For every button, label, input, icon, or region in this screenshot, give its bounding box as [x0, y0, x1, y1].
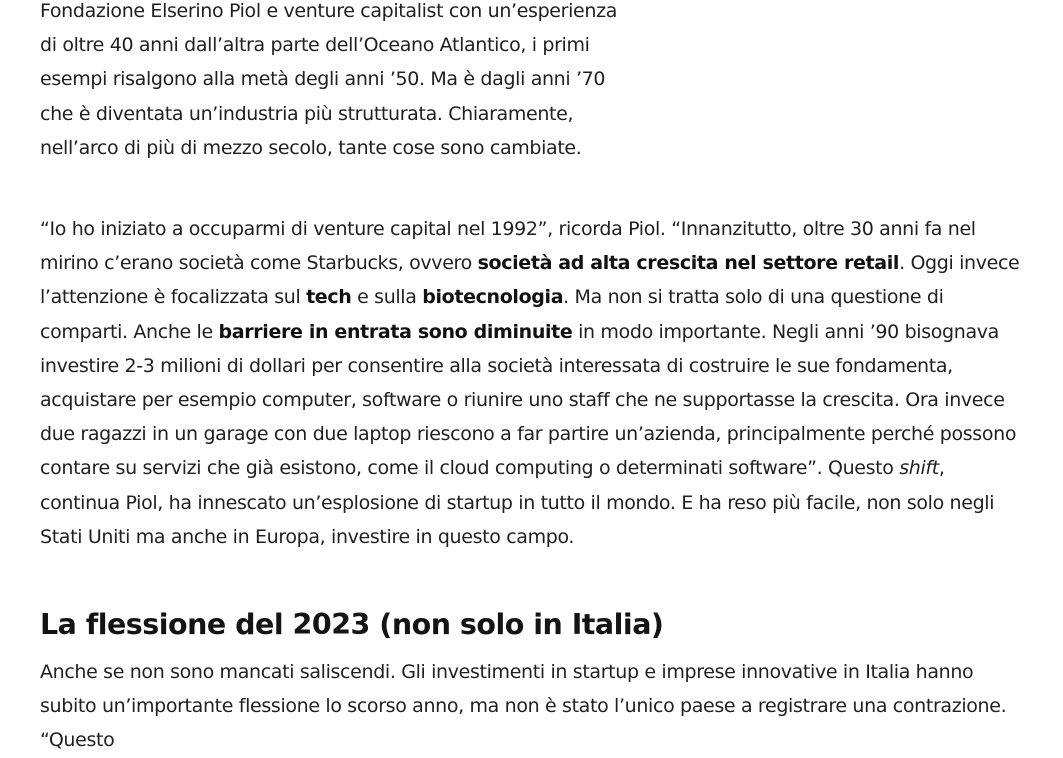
- paragraph-text: Fondazione Elserino Piol e venture capitalist con un’esperienza di oltre 40 anni dall’altra parte dell’Oceano Atlantico, i primi esempi risalgono alla metà degli anni ’50. Ma è dagli anni ’70 che è diventata un’industria più strutturata. Chiaramente, nell’arco di più di mezzo secolo, tante cose sono cambiate.: [40, 0, 617, 159]
- article-paragraph: [40, 655, 1025, 758]
- paragraph-text: . Ma non si tratta solo di una questione di comparti. Anche le: [40, 286, 944, 343]
- paragraph-text: . Oggi invece l’attenzione è focalizzata sul: [40, 252, 1020, 309]
- article-paragraph: [40, 0, 630, 165]
- article-body: [40, 0, 1025, 758]
- paragraph-text: in modo importante. Negli anni ’90 bisognava investire 2-3 milioni di dollari per consentire alla società interessata di costruire le sue fondamenta, acquistare per esempio computer, software o riunire uno staff che ne supportasse la crescita. Ora invece due ragazzi in un garage con due laptop riescono a far partire un’azienda, principalmente perché possono contare su servizi che già esistono, come il cloud computing o determinati software”. Questo: [40, 320, 1017, 480]
- paragraph-text: “Io ho iniziato a occuparmi di venture capital nel 1992”, ricorda Piol. “Innanzitutto, oltre 30 anni fa nel mirino c’erano società come Starbucks, ovvero: [40, 218, 976, 275]
- paragraph-text: Anche se non sono mancati saliscendi. Gli investimenti in startup e imprese innovative in Italia hanno subito un’importante flessione lo scorso anno, ma non è stato l’unico paese a registrare una contrazione. “Questo: [40, 661, 1007, 752]
- paragraph-text: , continua Piol, ha innescato un’esplosione di startup in tutto il mondo. E ha reso più facile, non solo negli Stati Uniti ma anche in Europa, investire in questo campo.: [40, 457, 995, 548]
- bold-highlight: biotecnologia: [422, 286, 564, 309]
- article-paragraph-quote: [40, 212, 1025, 554]
- bold-highlight: società ad alta crescita nel settore retail: [477, 252, 900, 275]
- section-heading: La flessione del 2023 (non solo in Italia): [40, 608, 664, 642]
- bold-highlight: tech: [306, 286, 352, 309]
- paragraph-text: e sulla: [351, 286, 423, 309]
- bold-highlight: barriere in entrata sono diminuite: [218, 320, 573, 343]
- italic-term: shift: [899, 457, 939, 480]
